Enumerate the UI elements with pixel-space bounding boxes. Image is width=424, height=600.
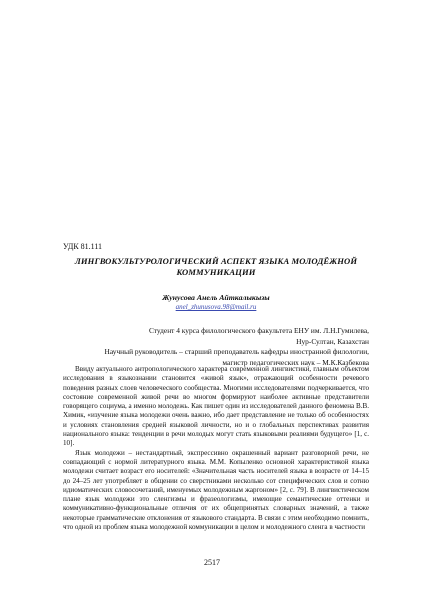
affiliation-line: Студент 4 курса филологического факультета ЕНУ им. Л.Н.Гумилева, xyxy=(148,326,369,335)
author-block xyxy=(63,293,369,312)
affiliation-line: магистр педагогических наук – М.К.Казбекова xyxy=(222,357,369,367)
affiliation-block xyxy=(63,326,369,368)
article-title: ЛИНГВОКУЛЬТУРОЛОГИЧЕСКИЙ АСПЕКТ ЯЗЫКА МОЛОДЁЖНОЙ КОММУНИКАЦИИ xyxy=(74,256,358,277)
page-number: 2517 xyxy=(204,558,220,567)
affiliation-line: Научный руководитель – старший преподаватель кафедры иностранной филологии, xyxy=(104,347,369,356)
author-name: Жунусова Анель Айткалыкызы xyxy=(162,293,270,302)
author-email-link[interactable]: anel_zhunusova.98@mail.ru xyxy=(175,303,257,311)
paragraph: Ввиду актуального антропологического характера современной лингвистики, главным объектом исследования в языкознании становится «живой язык», отражающий особенности речевого поведения разных слоев человеческого сообщества. Многими исследователями подчеркивается, что состояние современной живой речи во многом формируют наиболее активные представители говорящего социума, а именно молодежь. Как пишет один из исследователей данного феномена В.В. Химик, «изучение языка молодежи очень важно, ибо дает представление не только об особенностях и условиях становления средней языковой личности, но и о глобальных перспективах развития национального языка: тенденции в речи молодых могут стать языковыми реалиями будущего» [1, с. 10]. xyxy=(63,365,369,448)
affiliation-line: Нур-Султан, Казахстан xyxy=(296,336,369,346)
udk-code: УДК 81.111 xyxy=(63,242,103,251)
article-body xyxy=(63,365,369,532)
paragraph: Язык молодежи – нестандартный, экспрессивно окрашенный вариант разговорной речи, не совпадающий с нормой литературного языка. М.М. Копыленко основной характеристикой языка молодежи считает возраст его носителей: «Значительная часть носителей языка в возрасте от 14–15 до 24–25 лет употребляет в общении со сверстниками несколько сот специфических слов и сотню идиоматических словосочетаний, именуемых молодежным жаргоном» [2, с. 79]. В лингвистическом плане язык молодежи это сленгизмы и фразеологизмы, имеющие семантические оттенки и коммуникативно-функциональные отличия от их общепринятых словарных значений, а также некоторые грамматические отклонения от языкового стандарта. В связи с этим необходимо помнить, что одной из проблем языка молодежной коммуникации в целом и молодежного сленга в частности xyxy=(63,448,369,532)
